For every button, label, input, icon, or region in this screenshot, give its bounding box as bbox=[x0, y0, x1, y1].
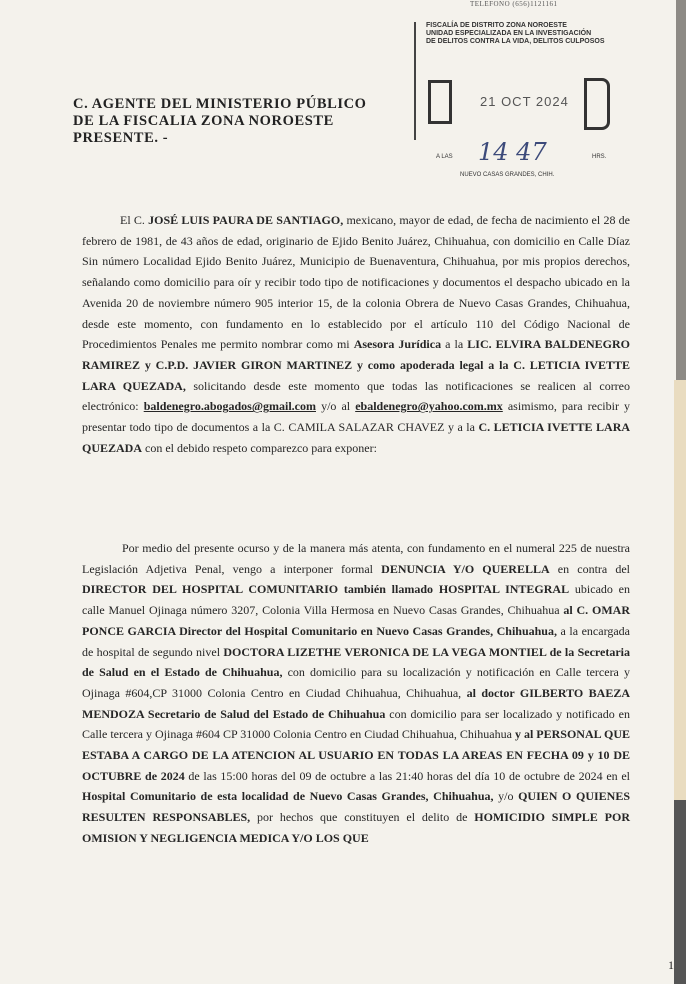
stamp-line: FISCALÍA DE DISTRITO ZONA NOROESTE bbox=[426, 22, 567, 29]
background-folder-edge bbox=[674, 380, 686, 800]
text: con el debido respeto comparezco para exponer: bbox=[145, 440, 377, 455]
text: solicitando desde este momento que todas las notificaciones se realicen al correo electrónico: bbox=[82, 378, 631, 414]
stamp-line: UNIDAD ESPECIALIZADA EN LA INVESTIGACIÓN bbox=[426, 30, 592, 37]
defendant-lizethe: DOCTORA LIZETHE VERONICA DE LA VEGA MONTIEL de la Secretaria de Salud en el Estado de Chihuahua, bbox=[82, 644, 631, 680]
header-line: DE LA FISCALIA ZONA NOROESTE bbox=[73, 113, 334, 129]
stamp-city: NUEVO CASAS GRANDES, CHIH. bbox=[460, 172, 555, 178]
text: asimismo, para recibir y presentar todo tipo de documentos a la C. CAMILA SALAZAR CHAVEZ y a la bbox=[82, 399, 631, 435]
text: por hechos que constituyen el delito de bbox=[257, 810, 468, 825]
header-line: C. AGENTE DEL MINISTERIO PÚBLICO bbox=[73, 96, 367, 112]
stamp-date: 21 OCT 2024 bbox=[480, 94, 569, 109]
text: El C. bbox=[120, 213, 145, 227]
addressee-header bbox=[73, 96, 367, 147]
defendant-gilberto: al doctor GILBERTO BAEZA MENDOZA Secretario de Salud del Estado de Chihuahua bbox=[82, 685, 630, 721]
text: ubicado en calle Manuel Ojinaga número 3207, Colonia Villa Hermosa en Nuevo Casas Grandes, Chihuahua bbox=[82, 582, 631, 618]
page-number: 1 bbox=[668, 958, 674, 972]
header-line: PRESENTE. - bbox=[73, 130, 169, 146]
lawyer-names: LIC. ELVIRA BALDENEGRO RAMIREZ y C.P.D. JAVIER GIRON MARTINEZ y como apoderada legal a la C. LETICIA IVETTE LARA QUEZADA, bbox=[82, 337, 630, 393]
paragraph-complaint bbox=[82, 538, 630, 849]
stamp-handwritten-time: 14 47 bbox=[478, 138, 547, 166]
defendant-director: DIRECTOR DEL HOSPITAL COMUNITARIO bbox=[82, 582, 339, 597]
stamp-time-prefix: A LAS bbox=[436, 154, 453, 160]
responsible-parties: QUIEN O QUIENES RESULTEN RESPONSABLES, bbox=[82, 789, 630, 825]
legal-advisor-label: Asesora Jurídica bbox=[353, 337, 442, 352]
text: y/o al bbox=[321, 399, 351, 414]
crime-type: HOMICIDIO SIMPLE POR OMISION Y NEGLIGENCIA MEDICA Y/O LOS QUE bbox=[82, 810, 630, 845]
stamp-hrs: HRS. bbox=[592, 154, 607, 160]
paragraph-intro bbox=[82, 210, 630, 458]
stamp-frame-left bbox=[428, 80, 452, 124]
background-dark-edge bbox=[674, 800, 686, 984]
reception-stamp bbox=[414, 22, 616, 178]
text: con domicilio para su localización y notificación en Calle tercera y Ojinaga #604,CP 31000 Colonia Centro en Ciudad Chihuahua, Chihuahua, bbox=[82, 665, 631, 700]
hospital-location: Hospital Comunitario de esta localidad de Nuevo Casas Grandes, Chihuahua, bbox=[82, 789, 494, 804]
representative-name: C. LETICIA IVETTE LARA QUEZADA bbox=[82, 420, 631, 455]
hospital-name: HOSPITAL INTEGRAL bbox=[438, 582, 570, 597]
text: a la encargada de hospital de segundo nivel bbox=[82, 623, 631, 659]
phone-header: TELEFONO (656)1121161 bbox=[470, 0, 558, 8]
complainant-name: JOSÉ LUIS PAURA DE SANTIAGO, bbox=[148, 213, 344, 227]
text: Por medio del presente ocurso y de la manera más atenta, con fundamento en el numeral 225 de nuestra Legislación Adjetiva Penal, vengo a interponer formal bbox=[82, 541, 630, 576]
text: en contra del bbox=[557, 561, 631, 576]
defendant-staff: y al PERSONAL QUE ESTABA A CARGO DE LA ATENCION AL USUARIO EN TODAS LA AREAS EN FECHA 09 y 10 DE OCTUBRE de 2024 bbox=[82, 727, 630, 783]
complaint-type: DENUNCIA Y/O QUERELLA bbox=[381, 561, 550, 576]
email-link-2[interactable]: ebaldenegro@yahoo.com.mx bbox=[355, 399, 503, 414]
text: a la bbox=[445, 337, 464, 352]
stamp-frame-right bbox=[584, 78, 610, 130]
email-link-1[interactable]: baldenegro.abogados@gmail.com bbox=[143, 399, 316, 414]
text: también llamado bbox=[343, 582, 434, 597]
text: mexicano, mayor de edad, de fecha de nacimiento el 28 de febrero de 1981, de 43 años de edad, originario de Ejido Benito Juárez, Chihuahua, con domicilio en Calle Díaz Sin número Localidad Ejido Benito Juárez, Municipio de Buenaventura, Chihuahua, por mis propios derechos, señalando como domicilio para oír y recibir todo tipo de notificaciones y documentos el despacho ubicado en la Avenida 20 de noviembre número 905 interior 15, de la colonia Obrera de Nuevo Casas Grandes, Chihuahua, desde este momento, con fundamento en lo establecido por el artículo 110 del Código Nacional de Procedimientos Penales me permito nombrar como mi bbox=[82, 213, 631, 352]
text: y/o bbox=[498, 789, 514, 804]
stamp-line: DE DELITOS CONTRA LA VIDA, DELITOS CULPOSOS bbox=[426, 38, 605, 45]
defendant-omar: al C. OMAR PONCE GARCIA Director del Hospital Comunitario en Nuevo Casas Grandes, Chihuahua, bbox=[82, 603, 631, 638]
text: con domicilio para ser localizado y notificado en Calle tercera y Ojinaga #604 CP 31000 Colonia Centro en Ciudad Chihuahua, Chihuahua bbox=[82, 706, 631, 742]
text: de las 15:00 horas del 09 de octubre a las 21:40 horas del día 10 de octubre de 2024 en el bbox=[188, 768, 631, 783]
